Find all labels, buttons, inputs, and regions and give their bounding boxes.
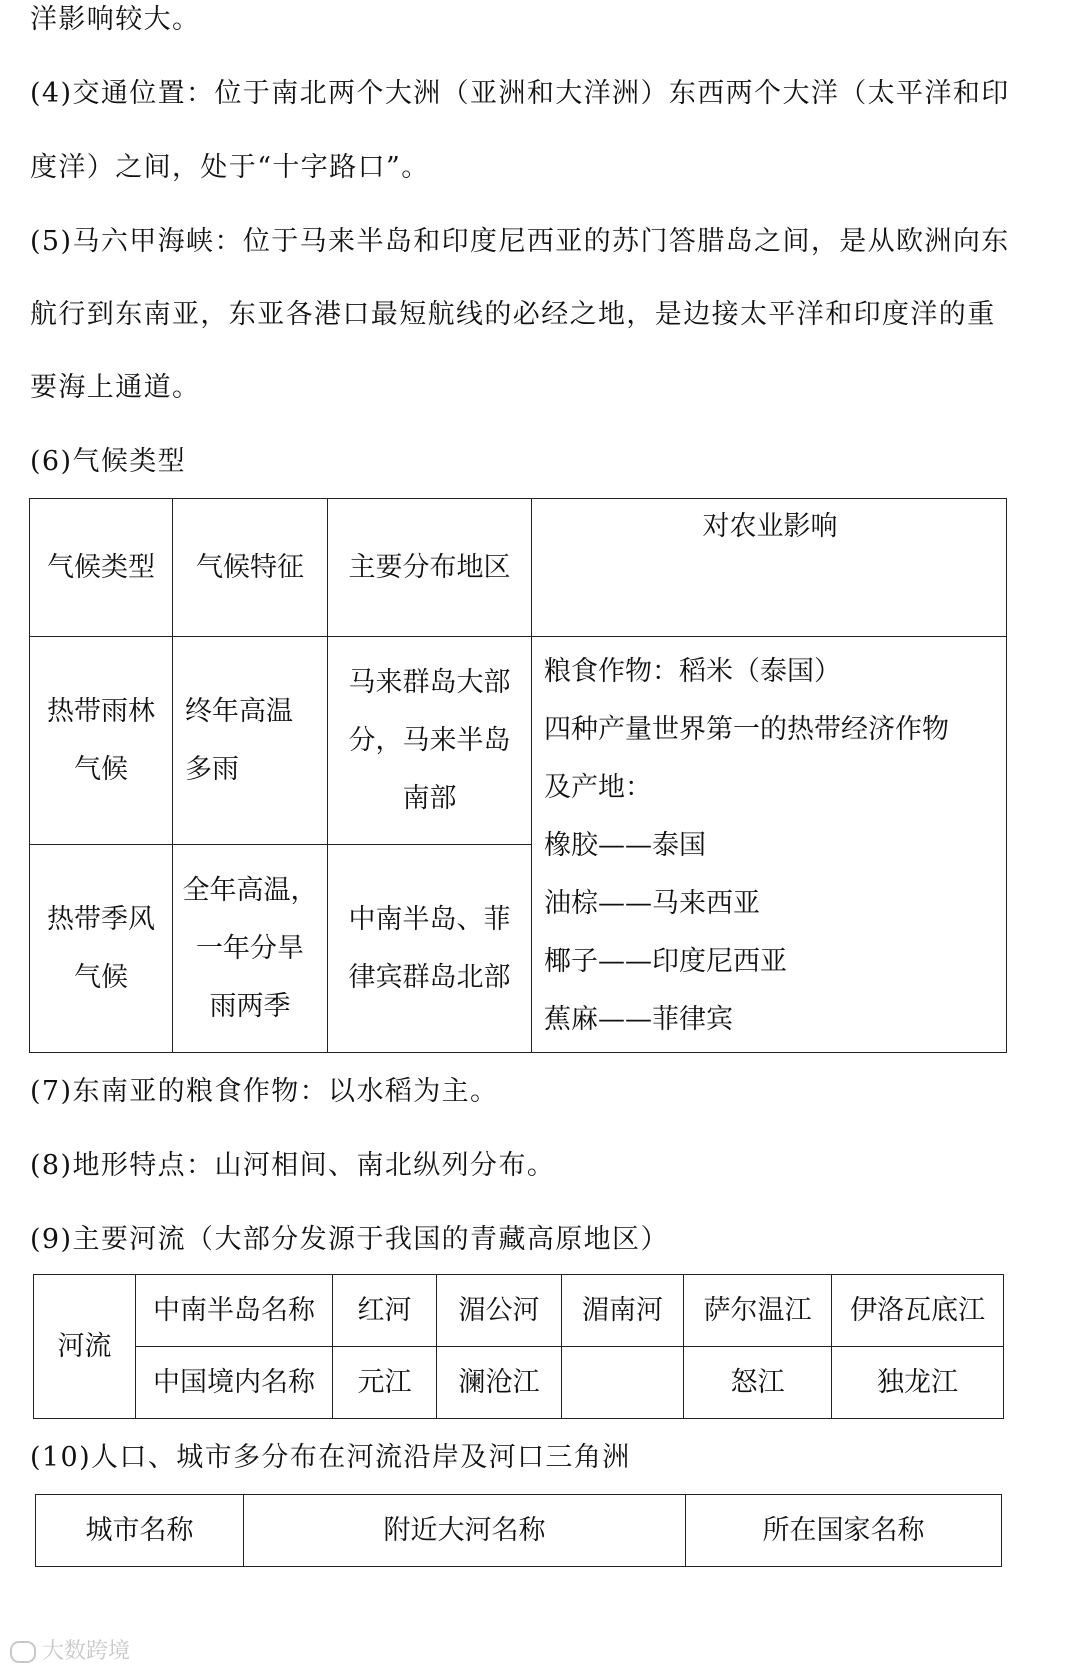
river-cell: 红河 [333, 1275, 437, 1347]
paragraph-ocean-influence: 洋影响较大。 [30, 4, 201, 35]
cell-rainforest-type: 热带雨林 气候 [30, 637, 173, 845]
city-table [35, 1494, 1002, 1567]
section-climate-title: (6)气候类型 [30, 446, 187, 477]
header-climate-type: 气候类型 [30, 499, 173, 637]
section-rivers-title: (9)主要河流（大部分发源于我国的青藏高原地区） [30, 1224, 669, 1255]
paragraph-transport-location-2: 度洋）之间，处于“十字路口”。 [30, 152, 430, 183]
river-cell-label-china: 中国境内名称 [136, 1347, 333, 1419]
river-cell-empty [562, 1347, 684, 1419]
header-region: 主要分布地区 [328, 499, 532, 637]
river-row-label: 河流 [34, 1275, 136, 1419]
cell-monsoon-region: 中南半岛、菲 律宾群岛北部 [328, 845, 532, 1053]
paragraph-malacca-2: 航行到东南亚，东亚各港口最短航线的必经之地，是边接太平洋和印度洋的重 [30, 299, 996, 330]
cell-rainforest-feature: 终年高温 多雨 [173, 637, 328, 845]
river-cell: 伊洛瓦底江 [832, 1275, 1004, 1347]
climate-table [29, 498, 1007, 1053]
river-cell: 元江 [333, 1347, 437, 1419]
cell-rainforest-region: 马来群岛大部 分，马来半岛 南部 [328, 637, 532, 845]
watermark: 大数跨境 [10, 1634, 130, 1665]
header-climate-feature: 气候特征 [173, 499, 328, 637]
river-cell: 独龙江 [832, 1347, 1004, 1419]
river-cell: 怒江 [684, 1347, 832, 1419]
paragraph-food-crops: (7)东南亚的粮食作物：以水稻为主。 [30, 1076, 499, 1107]
river-cell-label-peninsula: 中南半岛名称 [136, 1275, 333, 1347]
header-agriculture: 对农业影响 [532, 499, 1007, 637]
river-table [33, 1274, 1004, 1419]
section-population-title: (10)人口、城市多分布在河流沿岸及河口三角洲 [30, 1442, 631, 1473]
watermark-logo-icon [10, 1641, 36, 1663]
paragraph-malacca-3: 要海上通道。 [30, 372, 201, 403]
river-cell: 湄公河 [437, 1275, 562, 1347]
header-city-name: 城市名称 [36, 1495, 244, 1567]
cell-monsoon-feature: 全年高温， 一年分旱 雨两季 [173, 845, 328, 1053]
paragraph-terrain: (8)地形特点：山河相间、南北纵列分布。 [30, 1150, 556, 1181]
cell-monsoon-type: 热带季风 气候 [30, 845, 173, 1053]
paragraph-transport-location-1: (4)交通位置：位于南北两个大洲（亚洲和大洋洲）东西两个大洋（太平洋和印 [30, 78, 1010, 109]
river-cell: 湄南河 [562, 1275, 684, 1347]
header-river-name: 附近大河名称 [244, 1495, 686, 1567]
header-country-name: 所在国家名称 [686, 1495, 1002, 1567]
paragraph-malacca-1: (5)马六甲海峡：位于马来半岛和印度尼西亚的苏门答腊岛之间，是从欧洲向东 [30, 226, 1010, 257]
river-cell: 澜沧江 [437, 1347, 562, 1419]
river-cell: 萨尔温江 [684, 1275, 832, 1347]
cell-agriculture-impact: 粮食作物：稻米（泰国） 四种产量世界第一的热带经济作物 及产地： 橡胶——泰国 油棕——马来西亚 椰子——印度尼西亚 蕉麻——菲律宾 [532, 637, 1007, 1053]
